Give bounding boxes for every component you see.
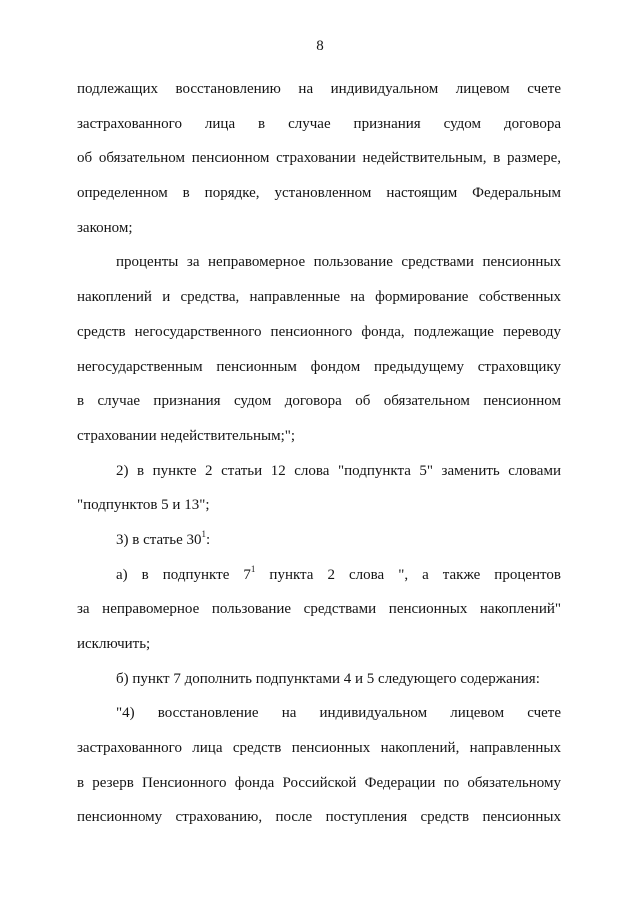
text-segment: а) в подпункте 7 — [116, 566, 251, 583]
text-line: "4) восстановление на индивидуальном лицевом счете — [116, 705, 561, 722]
text-line: пенсионному страхованию, после поступления средств пенсионных — [77, 809, 561, 826]
text-line: негосударственным пенсионным фондом предыдущему страховщику — [77, 358, 561, 375]
text-line: "подпунктов 5 и 13"; — [77, 497, 210, 514]
text-line: средств негосударственного пенсионного фонда, подлежащие переводу — [77, 323, 561, 340]
text-line — [77, 558, 561, 593]
text-segment: пункта 2 слова ", а также процентов — [255, 566, 561, 583]
page-number: 8 — [316, 38, 324, 54]
text-line: страховании недействительным;"; — [77, 427, 296, 444]
text-line: б) пункт 7 дополнить подпунктами 4 и 5 следующего содержания: — [116, 670, 540, 687]
superscript: 1 — [201, 528, 207, 539]
text-segment: : — [206, 531, 211, 548]
text-line: накоплений и средства, направленные на формирование собственных — [77, 289, 561, 306]
text-line: застрахованного лица средств пенсионных накоплений, направленных — [77, 740, 561, 757]
text-line: в случае признания судом договора об обязательном пенсионном — [77, 393, 561, 410]
text-line — [77, 523, 561, 558]
text-line: законом; — [77, 219, 133, 236]
text-line: застрахованного лица в случае признания судом договора — [77, 115, 561, 132]
text-line: подлежащих восстановлению на индивидуальном лицевом счете — [77, 81, 561, 97]
superscript: 1 — [250, 563, 256, 574]
text-line: об обязательном пенсионном страховании недействительным, в размере, — [77, 150, 561, 167]
text-line: исключить; — [77, 636, 151, 652]
text-line: проценты за неправомерное пользование средствами пенсионных — [116, 254, 561, 271]
text-line: 2) в пункте 2 статьи 12 слова "подпункта 5" заменить словами — [116, 462, 561, 479]
document-body — [77, 72, 561, 835]
text-line: в резерв Пенсионного фонда Российской Федерации по обязательному — [77, 774, 561, 791]
text-segment: 3) в статье 30 — [116, 531, 202, 548]
text-line: определенном в порядке, установленном настоящим Федеральным — [77, 185, 561, 202]
text-line: за неправомерное пользование средствами пенсионных накоплений" — [77, 601, 561, 618]
